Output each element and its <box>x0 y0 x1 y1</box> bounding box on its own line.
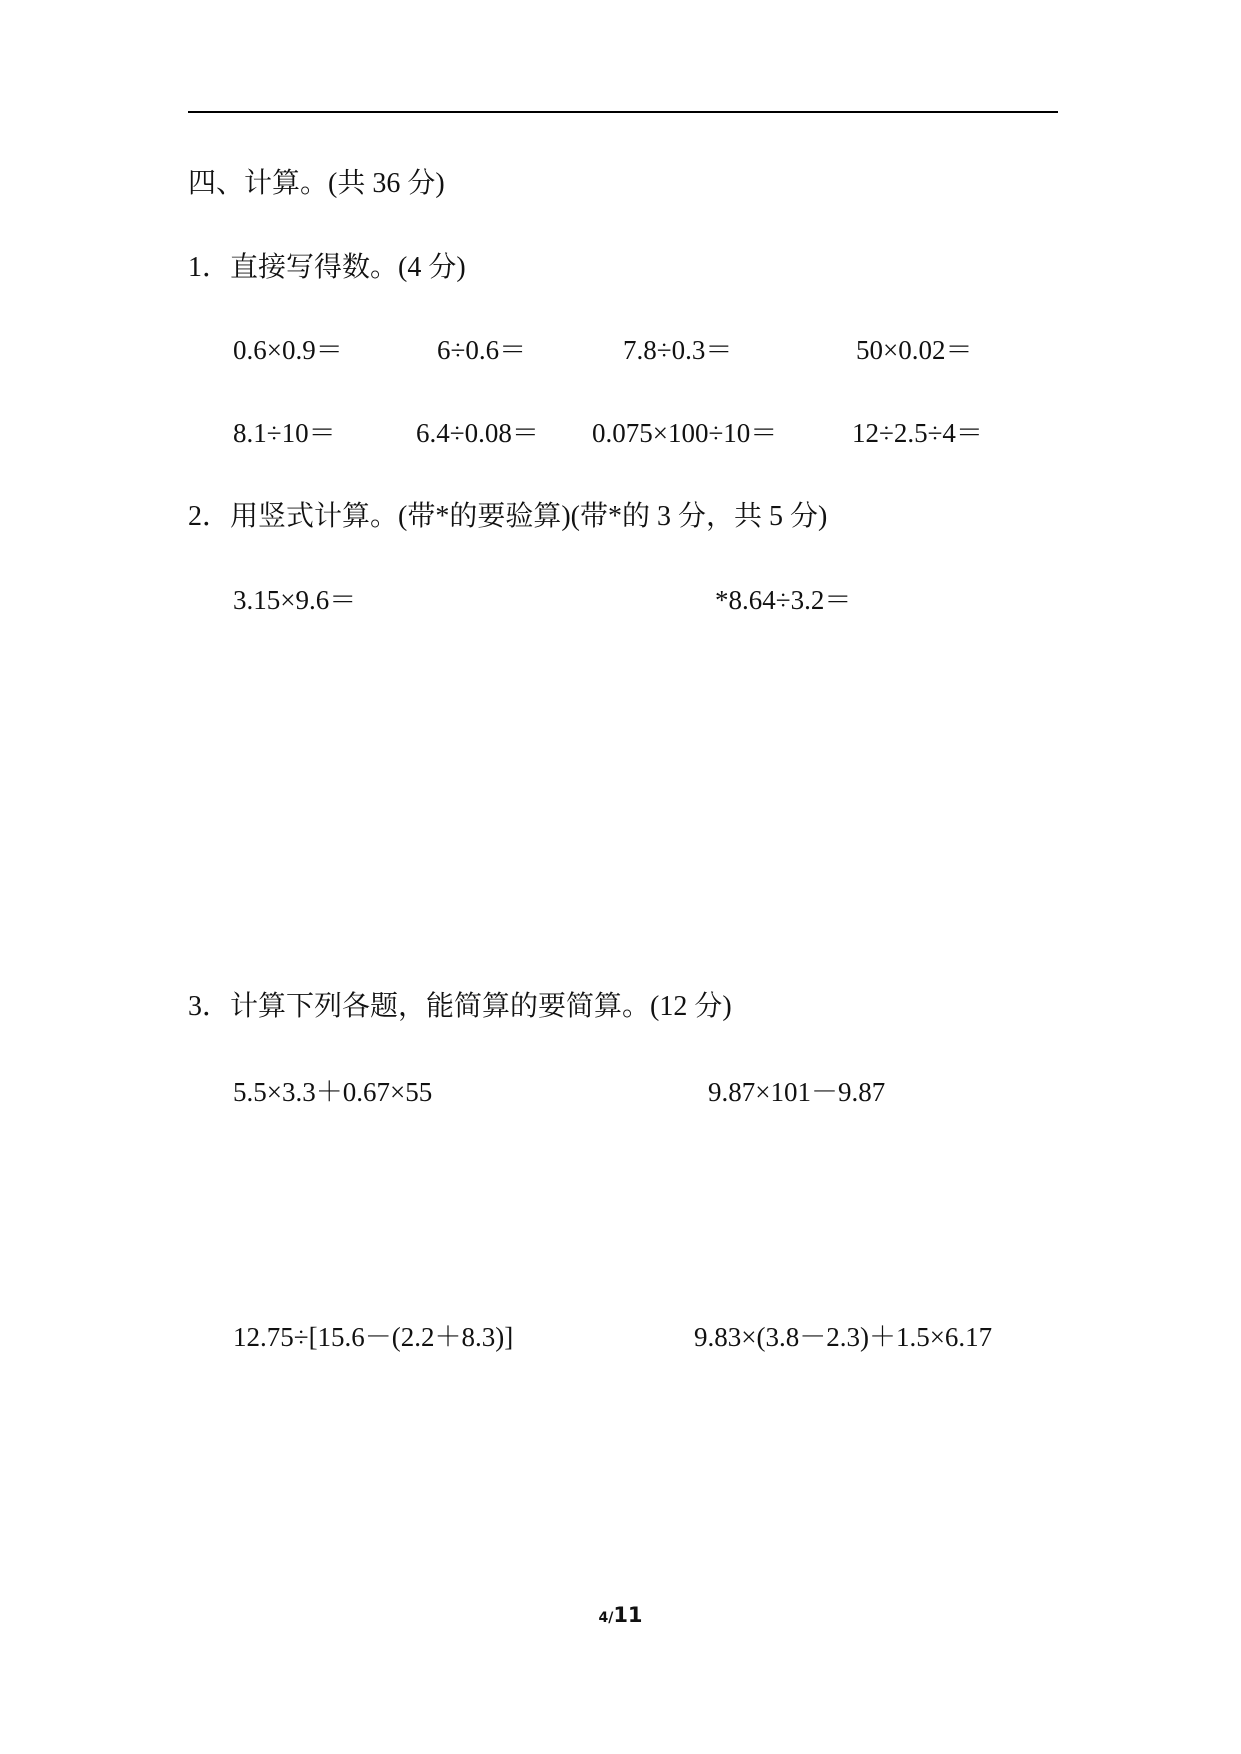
q1-problem: 0.075×100÷10＝ <box>592 418 778 448</box>
q1-problem: 7.8÷0.3＝ <box>623 335 733 365</box>
q3-problem: 5.5×3.3＋0.67×55 <box>233 1077 433 1107</box>
q2-problem: *8.64÷3.2＝ <box>715 585 852 615</box>
page-number <box>0 1603 1241 1627</box>
q1-problem: 12÷2.5÷4＝ <box>852 418 983 448</box>
question-2-title: 2．用竖式计算。(带*的要验算)(带*的 3 分，共 5 分) <box>188 501 828 532</box>
q3-problem: 9.83×(3.8－2.3)＋1.5×6.17 <box>694 1322 993 1352</box>
q1-problem: 6.4÷0.08＝ <box>416 418 539 448</box>
q3-problem: 9.87×101－9.87 <box>708 1077 886 1107</box>
question-1-title: 1．直接写得数。(4 分) <box>188 252 466 283</box>
q3-problem: 12.75÷[15.6－(2.2＋8.3)] <box>233 1322 514 1352</box>
header-rule <box>188 111 1058 113</box>
question-3-title: 3．计算下列各题，能简算的要简算。(12 分) <box>188 991 732 1022</box>
q1-problem: 0.6×0.9＝ <box>233 335 343 365</box>
q1-problem: 8.1÷10＝ <box>233 418 336 448</box>
page-current: 4/ <box>598 1610 614 1626</box>
page-total: 11 <box>613 1603 643 1627</box>
q1-problem: 50×0.02＝ <box>856 335 973 365</box>
q1-problem: 6÷0.6＝ <box>437 335 527 365</box>
q2-problem: 3.15×9.6＝ <box>233 585 357 615</box>
section-title: 四、计算。(共 36 分) <box>188 168 445 199</box>
